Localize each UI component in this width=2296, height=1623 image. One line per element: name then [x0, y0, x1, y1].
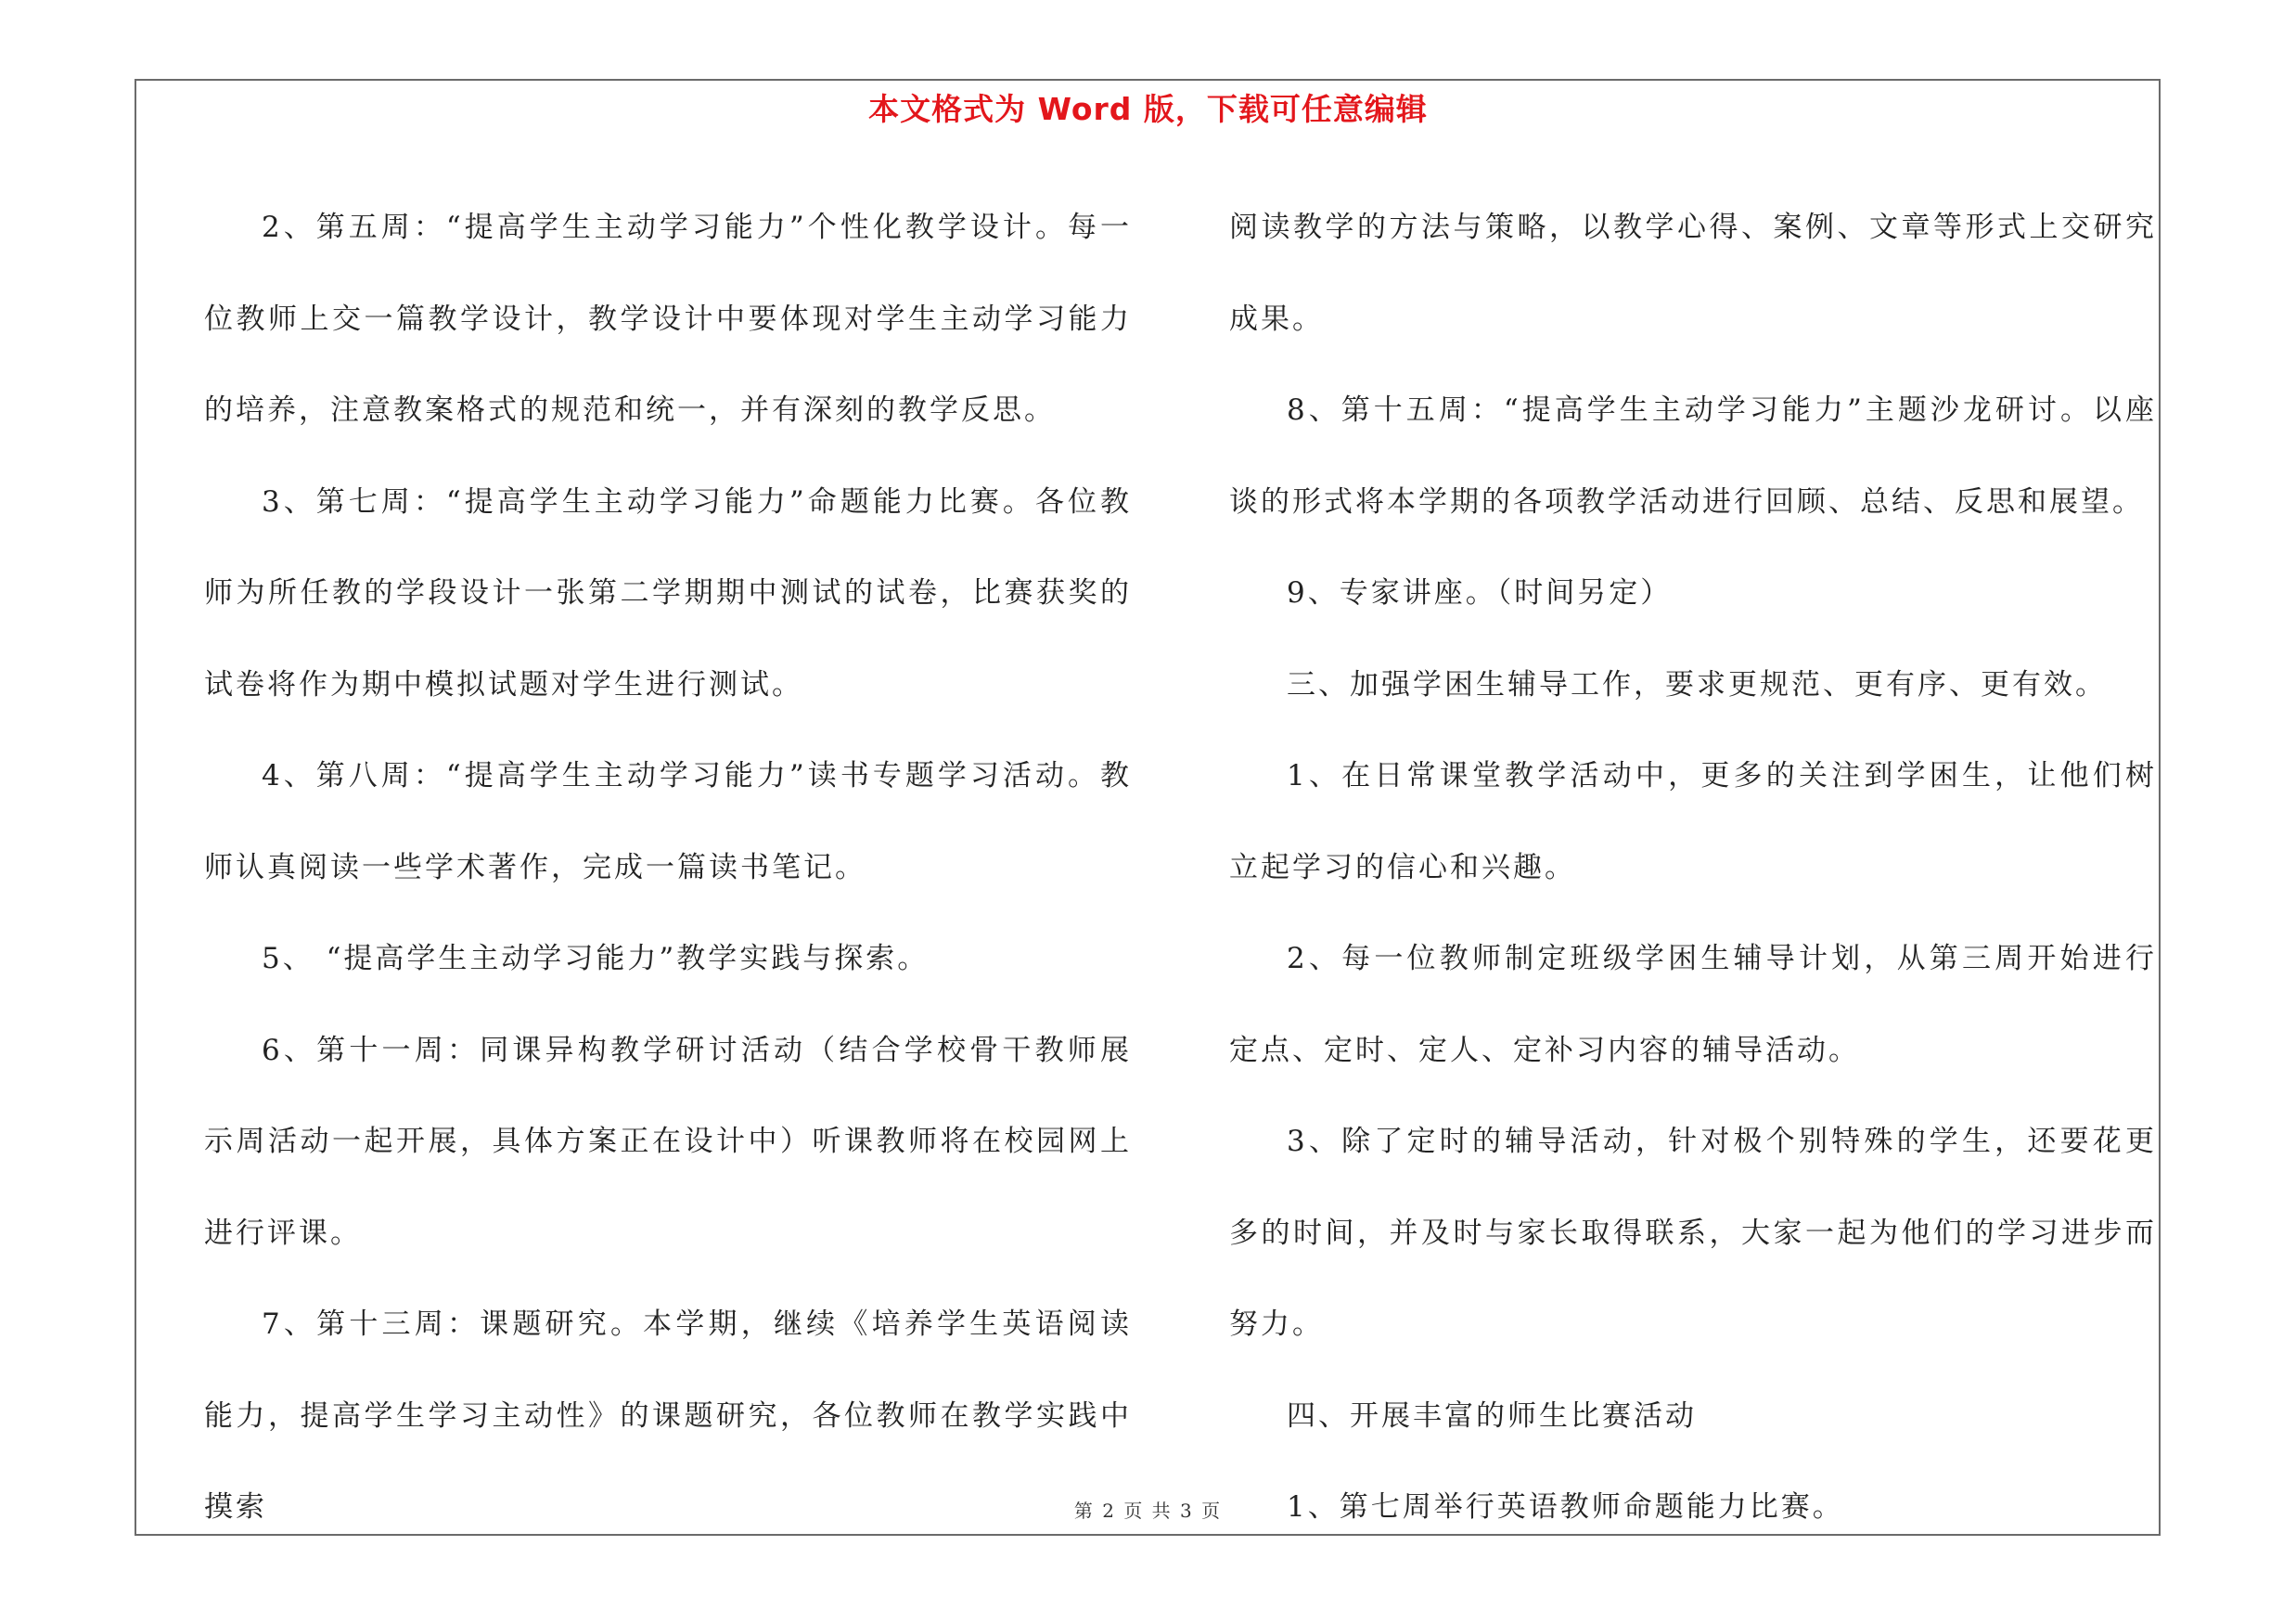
paragraph-week11: 6、第十一周：同课异构教学研讨活动（结合学校骨干教师展示周活动一起开展，具体方案正在设计中）听课教师将在校园网上进行评课。 — [204, 1033, 1132, 1250]
paragraph-tutoring-1: 1、在日常课堂教学活动中，更多的关注到学困生，让他们树立起学习的信心和兴趣。 — [1229, 759, 2157, 884]
section-heading-3: 三、加强学困生辅导工作，要求更规范、更有序、更有效。 — [1287, 667, 2107, 702]
paragraph-practice: 5、 “提高学生主动学习能力”教学实践与探索。 — [262, 942, 930, 975]
section-heading-4: 四、开展丰富的师生比赛活动 — [1287, 1398, 1697, 1433]
paragraph-week13: 7、第十三周：课题研究。本学期，继续《培养学生英语阅读能力，提高学生学习主动性》的课题研究，各位教师在教学实践中摸索 — [204, 1307, 1132, 1524]
paragraph-week7: 3、第七周：“提高学生主动学习能力”命题能力比赛。各位教师为所任教的学段设计一张第二学期期中测试的试卷，比赛获奖的试卷将作为期中模拟试题对学生进行测试。 — [204, 484, 1132, 702]
right-column — [1229, 182, 2157, 1553]
paragraph-continuation: 阅读教学的方法与策略，以教学心得、案例、文章等形式上交研究成果。 — [1229, 211, 2157, 336]
paragraph-expert-lecture: 9、专家讲座。（时间另定） — [1287, 576, 1673, 610]
paragraph-competition-1: 1、第七周举行英语教师命题能力比赛。 — [1287, 1490, 1844, 1524]
paragraph-week5: 2、第五周：“提高学生主动学习能力”个性化教学设计。每一位教师上交一篇教学设计，教学设计中要体现对学生主动学习能力的培养，注意教案格式的规范和统一，并有深刻的教学反思。 — [204, 211, 1132, 427]
paragraph-tutoring-2: 2、每一位教师制定班级学困生辅导计划，从第三周开始进行定点、定时、定人、定补习内容的辅导活动。 — [1229, 942, 2157, 1067]
paragraph-week15: 8、第十五周：“提高学生主动学习能力”主题沙龙研讨。以座谈的形式将本学期的各项教学活动进行回顾、总结、反思和展望。 — [1229, 393, 2157, 519]
page-footer: 第 2 页 共 3 页 — [1073, 1500, 1223, 1522]
paragraph-week8: 4、第八周：“提高学生主动学习能力”读书专题学习活动。教师认真阅读一些学术著作，完成一篇读书笔记。 — [204, 759, 1132, 884]
paragraph-tutoring-3: 3、除了定时的辅导活动，针对极个别特殊的学生，还要花更多的时间，并及时与家长取得联系，大家一起为他们的学习进步而努力。 — [1229, 1125, 2157, 1341]
header-title: 本文格式为 Word 版，下载可任意编辑 — [868, 91, 1428, 127]
left-column — [204, 182, 1132, 1553]
